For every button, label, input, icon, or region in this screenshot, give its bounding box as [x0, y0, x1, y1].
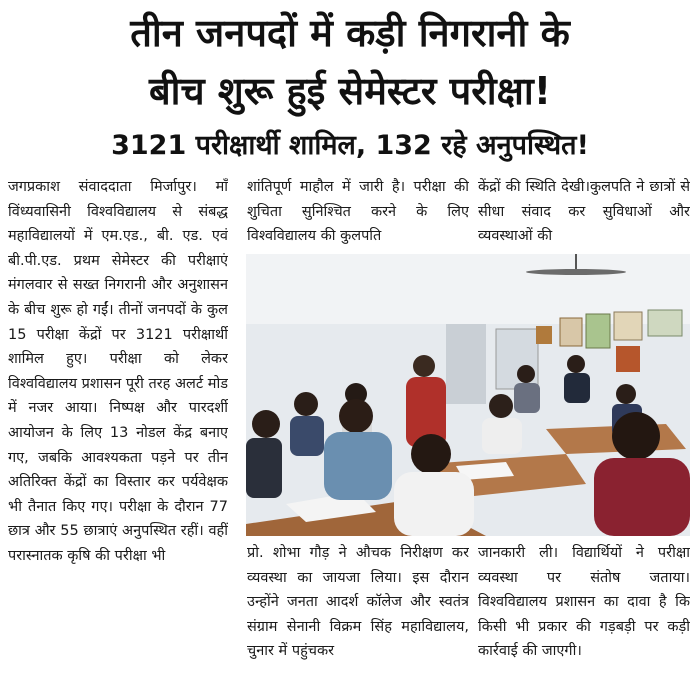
subheadline: 3121 परीक्षार्थी शामिल, 132 रहे अनुपस्थित! [111, 130, 589, 161]
headline [0, 4, 700, 120]
article-text-col3-top: केंद्रों की स्थिति देखी।कुलपति ने छात्रों से सीधा संवाद कर सुविधाओं और व्यवस्थाओं की [478, 179, 690, 245]
article-text-col2-top: शांतिपूर्ण माहौल में जारी है। परीक्षा की शुचिता सुनिश्चित करने के लिए विश्वविद्यालय की कुलपति [247, 179, 469, 245]
article-column-2-top [247, 175, 469, 249]
article-text-col2-bottom: प्रो. शोभा गौड़ ने औचक निरीक्षण कर व्यवस्था का जायजा लिया। इस दौरान उन्होंने जनता आदर्श कॉलेज और स्वतंत्र संग्राम सेनानी विक्रम सिंह महाविद्यालय, चुनार में पहुंचकर [247, 545, 469, 660]
exam-hall-photo [246, 254, 690, 536]
article-text-col1: जगप्रकाश संवाददाता मिर्जापुर। माँ विंध्यवासिनी विश्वविद्यालय से संबद्ध महाविद्यालयों में एम.एड., बी. एड. एवं बी.पी.एड. प्रथम सेमेस्टर की परीक्षाएं मंगलवार से सख्त निगरानी और अनुशासन के बीच शुरू हो गईं। तीनों जनपदों के कुल 15 परीक्षा केंद्रों पर 3121 परीक्षार्थी शामिल हुए। परीक्षा को लेकर विश्वविद्यालय प्रशासन पूरी तरह अलर्ट मोड में नजर आया। निष्पक्ष और पारदर्शी आयोजन के लिए 13 नोडल केंद्र बनाए गए, जबकि आवश्यकता पड़ने पर तीन अतिरिक्त केंद्रों का विस्तार कर पर्यवेक्षक भी तैनात किए गए। परीक्षा के दौरान 77 छात्र और 55 छात्राएं अनुपस्थित रहीं। वहीं परास्नातक कृषि की परीक्षा भी [8, 179, 228, 564]
headline-line-2: बीच शुरू हुई सेमेस्टर परीक्षा! [148, 69, 552, 113]
headline-line-1: तीन जनपदों में कड़ी निगरानी के [130, 11, 570, 55]
article-column-3-top [478, 175, 690, 249]
article-column-3-bottom [478, 541, 690, 691]
article-column-2-bottom [247, 541, 469, 691]
article-column-1 [8, 175, 228, 690]
article-text-col3-bottom: जानकारी ली। विद्यार्थियों ने परीक्षा व्यवस्था पर संतोष जताया। विश्वविद्यालय प्रशासन का दावा है कि किसी भी प्रकार की गड़बड़ी पर कड़ी कार्रवाई की जाएगी। [478, 545, 690, 660]
